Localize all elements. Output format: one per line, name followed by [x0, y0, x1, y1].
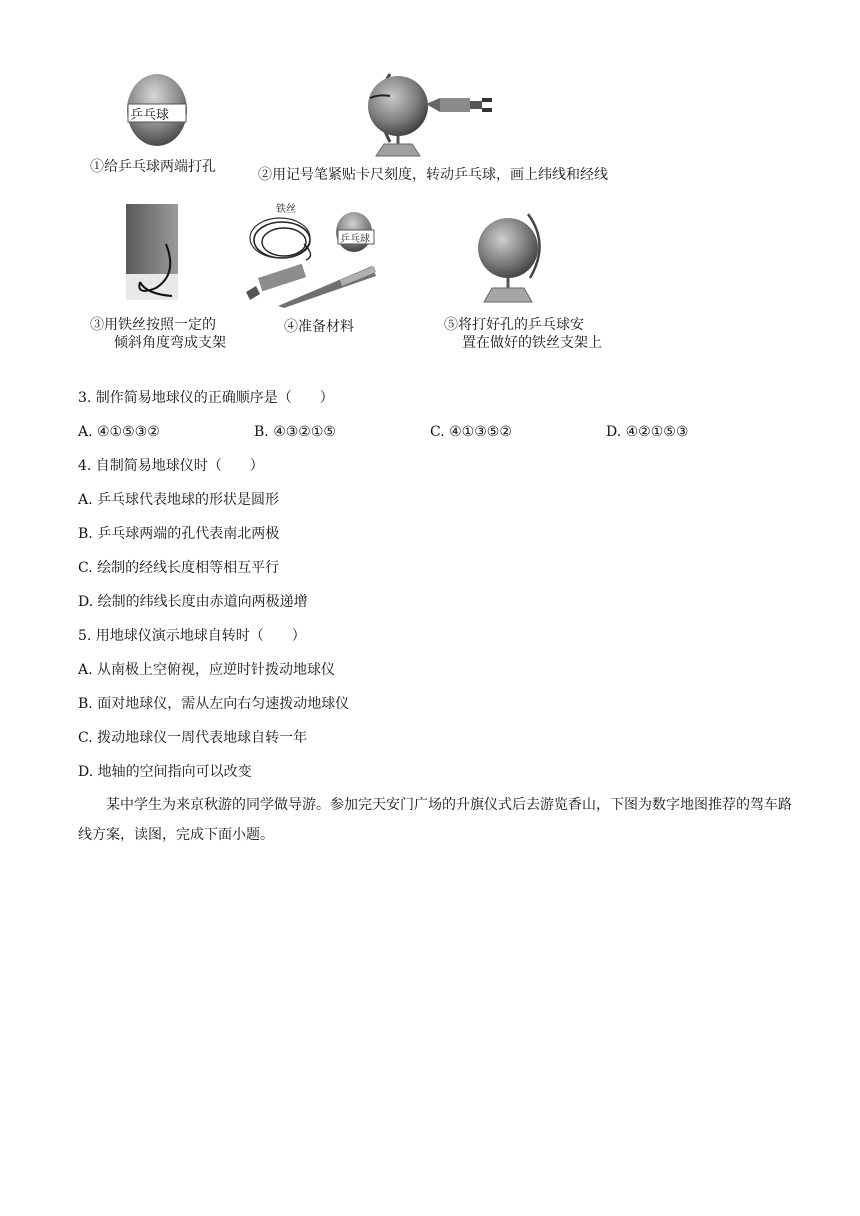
- question-4-option-a: A. 乒乓球代表地球的形状是圆形: [78, 492, 280, 508]
- caption-step-5-line1: ⑤将打好孔的乒乓球安: [444, 317, 584, 333]
- passage-text: 某中学生为来京秋游的同学做导游。参加完天安门广场的升旗仪式后去游览香山，下图为数字地图推荐的驾车路线方案，读图，完成下面小题。: [78, 797, 792, 843]
- ball-label-2: 乒乓球: [340, 234, 370, 245]
- assembled-globe-image: [470, 208, 550, 306]
- question-5-stem: 5. 用地球仪演示地球自转时（ ）: [78, 628, 306, 644]
- materials-image: [244, 196, 378, 308]
- question-5-option-a: A. 从南极上空俯视，应逆时针拨动地球仪: [78, 662, 336, 678]
- question-4-stem: 4. 自制简易地球仪时（ ）: [78, 458, 264, 474]
- ball-label-1: 乒乓球: [130, 108, 170, 123]
- question-4-option-d: D. 绘制的纬线长度由赤道向两极递增: [78, 594, 308, 610]
- question-5-option-b: B. 面对地球仪，需从左向右匀速拨动地球仪: [78, 696, 350, 712]
- caption-step-2: ②用记号笔紧贴卡尺刻度，转动乒乓球，画上纬线和经线: [258, 167, 608, 183]
- caption-step-3-line2: 倾斜角度弯成支架: [114, 335, 226, 351]
- caption-step-1: ①给乒乓球两端打孔: [90, 159, 216, 175]
- question-5-option-c: C. 拨动地球仪一周代表地球自转一年: [78, 730, 308, 746]
- question-3-option-a: A. ④①⑤③②: [78, 424, 160, 440]
- question-3-option-b: B. ④③②①⑤: [254, 424, 336, 440]
- question-3-option-c: C. ④①③⑤②: [430, 424, 512, 440]
- caption-step-4: ④准备材料: [284, 319, 354, 335]
- question-3-option-d: D. ④②①⑤③: [606, 424, 689, 440]
- globe-marker-image: [360, 64, 500, 160]
- question-4-option-c: C. 绘制的经线长度相等相互平行: [78, 560, 280, 576]
- question-4-option-b: B. 乒乓球两端的孔代表南北两极: [78, 526, 280, 542]
- question-3-stem: 3. 制作简易地球仪的正确顺序是（ ）: [78, 390, 334, 406]
- wire-stand-image: [126, 204, 182, 300]
- question-5-option-d: D. 地轴的空间指向可以改变: [78, 764, 252, 780]
- wire-label: 铁丝: [276, 204, 296, 215]
- caption-step-5-line2: 置在做好的铁丝支架上: [462, 335, 602, 351]
- caption-step-3-line1: ③用铁丝按照一定的: [90, 317, 216, 333]
